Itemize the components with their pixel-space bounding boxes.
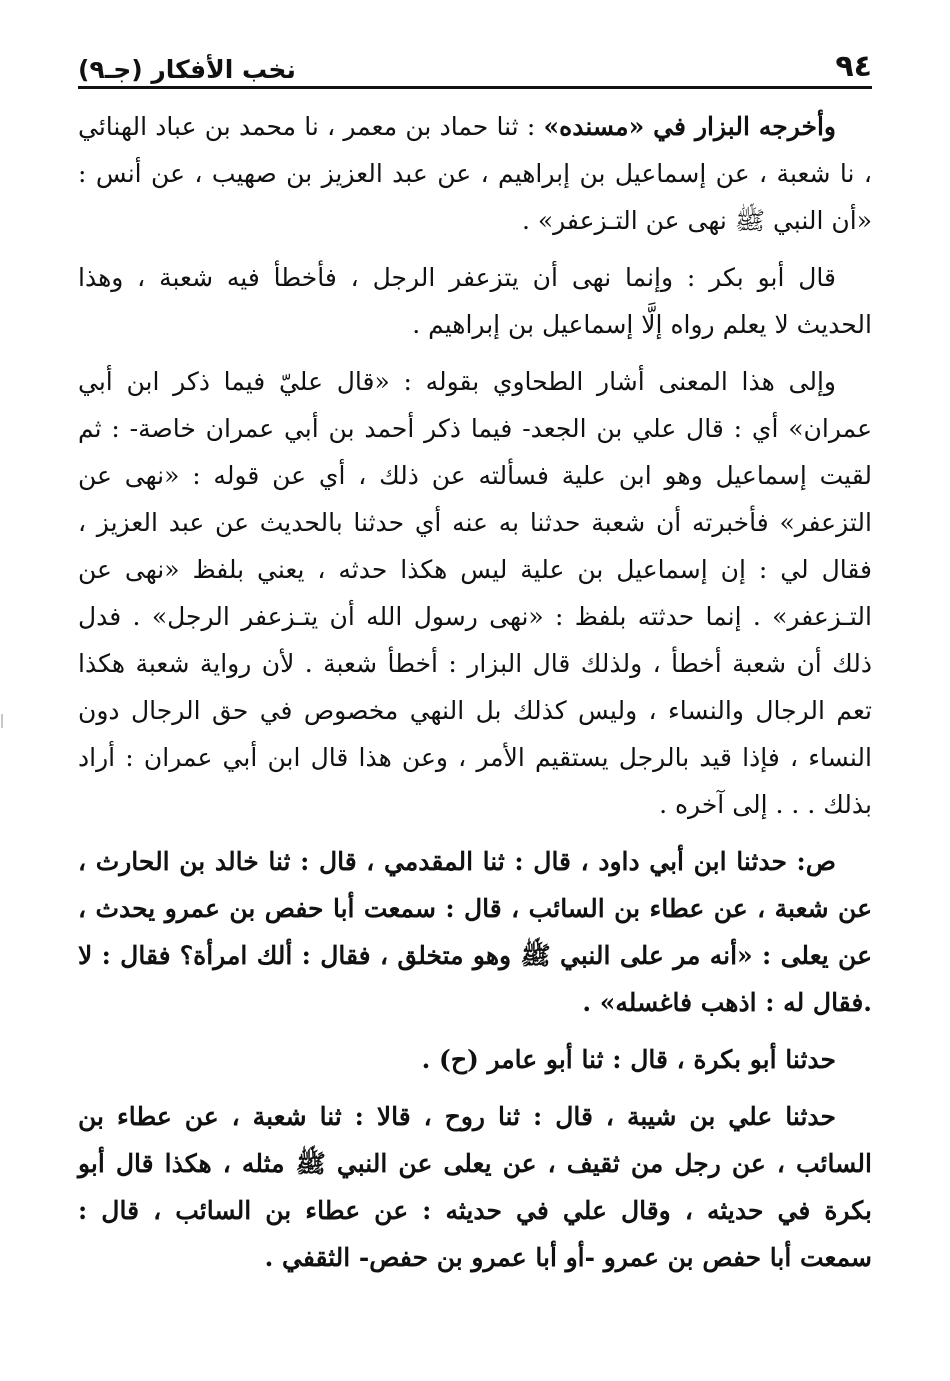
page-body — [78, 103, 872, 1281]
paragraph-text-sad-hadith: ص: حدثنا ابن أبي داود ، قال : ثنا المقدمي ، قال : ثنا خالد بن الحارث ، عن شعبة ، عن عطاء بن السائب ، قال : سمعت أبا حفص بن عمرو يحدث ، عن يعلى : «أنه مر على النبي ﷺ وهو متخلق ، فقال : ألك امرأة؟ فقال : لا .فقال له : اذهب فاغسله» . — [78, 847, 872, 1017]
book-page — [78, 36, 872, 1356]
running-title: نخب الأفكار (جـ٩) — [78, 55, 296, 84]
page-header — [78, 36, 872, 89]
paragraph-abu-bakr-comment: قال أبو بكر : وإنما نهى أن يتزعفر الرجل ، فأخطأ فيه شعبة ، وهذا الحديث لا يعلم رواه إلَّا إسماعيل بن إبراهيم . — [78, 263, 872, 339]
paragraph-tahawi-explanation: وإلى هذا المعنى أشار الطحاوي بقوله : «قال عليّ فيما ذكر ابن أبي عمران» أي : قال علي بن الجعد- فيما ذكر أحمد بن أبي عمران خاصة- : ثم لقيت إسماعيل وهو ابن علية فسألته عن ذلك ، أي عن قوله : «نهى عن التزعفر» فأخبرته أن شعبة حدثنا به عنه أي حدثنا بالحديث عن عبد العزيز ، فقال لي : إن إسماعيل بن علية ليس هكذا حدثه ، يعني بلفظ «نهى عن التـزعفر» . إنما حدثته بلفظ : «نهى رسول الله أن يتـزعفر الرجل» . فدل ذلك أن شعبة أخطأ ، ولذلك قال البزار : أخطأ شعبة . لأن رواية شعبة هكذا تعم الرجال والنساء ، وليس كذلك بل النهي مخصوص في حق الرجال دون النساء ، فإذا قيد بالرجل يستقيم الأمر ، وعن هذا قال ابن أبي عمران : أراد بذلك . . . إلى آخره . — [78, 367, 872, 819]
paragraph-text: : ثنا حماد بن معمر ، نا محمد بن عباد الهنائي ، نا شعبة ، عن إسماعيل بن إبراهيم ، عن عبد العزيز بن صهيب ، عن أنس : «أن النبي ﷺ نهى عن التـزعفر» . — [78, 112, 872, 235]
paragraph-isnad-abu-bakra: حدثنا أبو بكرة ، قال : ثنا أبو عامر (ح) . — [421, 1045, 836, 1074]
paragraph-lead: وأخرجه البزار في «مسنده» — [543, 112, 837, 141]
page-number: ٩٤ — [835, 49, 872, 84]
paragraph-isnad-ali-bin-shaybah: حدثنا علي بن شيبة ، قال : ثنا روح ، قالا : ثنا شعبة ، عن عطاء بن السائب ، عن رجل من ثقيف ، عن يعلى عن النبي ﷺ مثله ، هكذا قال أبو بكرة في حديثه ، وقال علي في حديثه : عن عطاء بن السائب ، قال : سمعت أبا حفص بن عمرو -أو أبا عمرو بن حفص- الثقفي . — [78, 1102, 872, 1272]
scan-margin-mark — [1, 714, 3, 728]
paragraph-bazzar-report — [78, 103, 872, 244]
